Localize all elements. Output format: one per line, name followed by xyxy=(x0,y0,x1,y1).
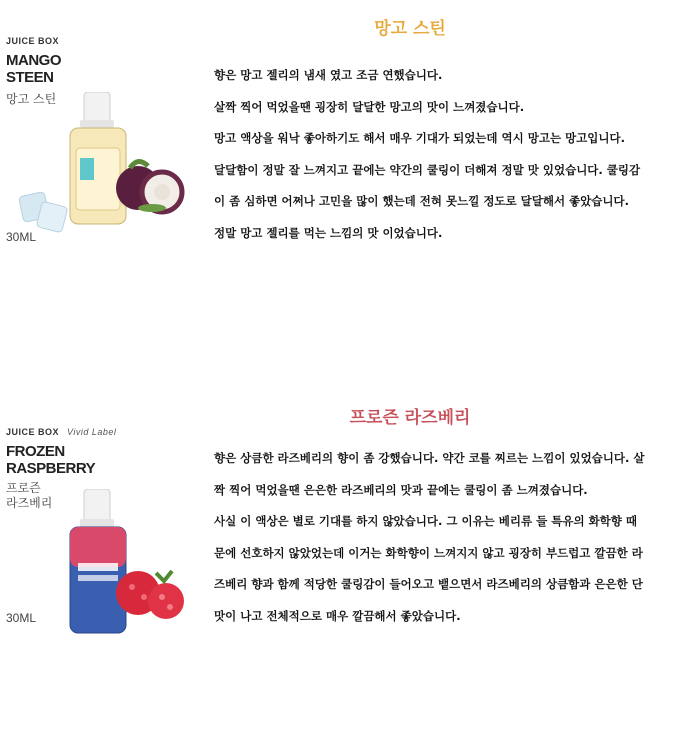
product-name-kr: 망고 스틴 xyxy=(6,92,57,106)
product-name: FROZEN RASPBERRY xyxy=(6,443,96,477)
review-paragraph: 사실 이 액상은 별로 기대를 하지 않았습니다. 그 이유는 베리류 들 특유의 화학향 때문에 선호하지 않았었는데 이거는 화학향이 느껴지지 않고 굉장히 부드럽고 깔끔한 라즈베리 향과 함께 적당한 쿨링감이 들어오고 뱉으면서 라즈베리의 상큼함과 은은한 단맛이 나고 전체적으로 매우 깔끔해서 좋았습니다. xyxy=(214,514,643,623)
volume-label: 30ML xyxy=(6,230,37,244)
product-section-mango xyxy=(0,0,673,330)
brand-label: JUICE BOX Vivid Label xyxy=(6,427,117,437)
raspberry-fruit-graphic xyxy=(112,557,192,627)
brand-label: JUICE BOX xyxy=(6,36,60,46)
section-title: 프로즌 라즈베리 xyxy=(349,408,471,428)
product-section-raspberry xyxy=(0,395,673,745)
product-image-mango xyxy=(0,30,200,270)
review-text xyxy=(214,60,646,249)
mangosteen-fruit-graphic xyxy=(108,148,188,218)
product-name-kr: 프로즌 라즈베리 xyxy=(6,481,53,510)
review-text xyxy=(214,443,646,632)
review-paragraph: 달달함이 정말 잘 느껴지고 끝에는 약간의 쿨링이 더해져 정말 맛 있었습니다. 쿨링감이 좀 심하면 어쩌나 고민을 많이 했는데 전혀 못느낄 정도로 달달해서 좋았습니다. xyxy=(214,162,641,208)
review-paragraph: 향은 상큼한 라즈베리의 향이 좀 강했습니다. 약간 코를 찌르는 느낌이 있었습니다. 살짝 찍어 먹었을땐 은은한 라즈베리의 맛과 끝에는 쿨링이 좀 느껴졌습니다. xyxy=(214,451,645,497)
section-title: 망고 스틴 xyxy=(374,19,446,39)
review-paragraph: 망고 액상을 워낙 좋아하기도 해서 매우 기대가 되었는데 역시 망고는 망고입니다. xyxy=(214,131,625,145)
product-name: MANGO STEEN xyxy=(6,52,61,86)
review-paragraph: 정말 망고 젤리를 먹는 느낌의 맛 이었습니다. xyxy=(214,225,443,240)
volume-label: 30ML xyxy=(6,611,37,625)
review-paragraph: 향은 망고 젤리의 냄새 였고 조금 연했습니다. xyxy=(214,68,443,82)
product-image-raspberry xyxy=(0,425,200,665)
review-paragraph: 살짝 찍어 먹었을땐 굉장히 달달한 망고의 맛이 느껴졌습니다. xyxy=(214,99,525,114)
